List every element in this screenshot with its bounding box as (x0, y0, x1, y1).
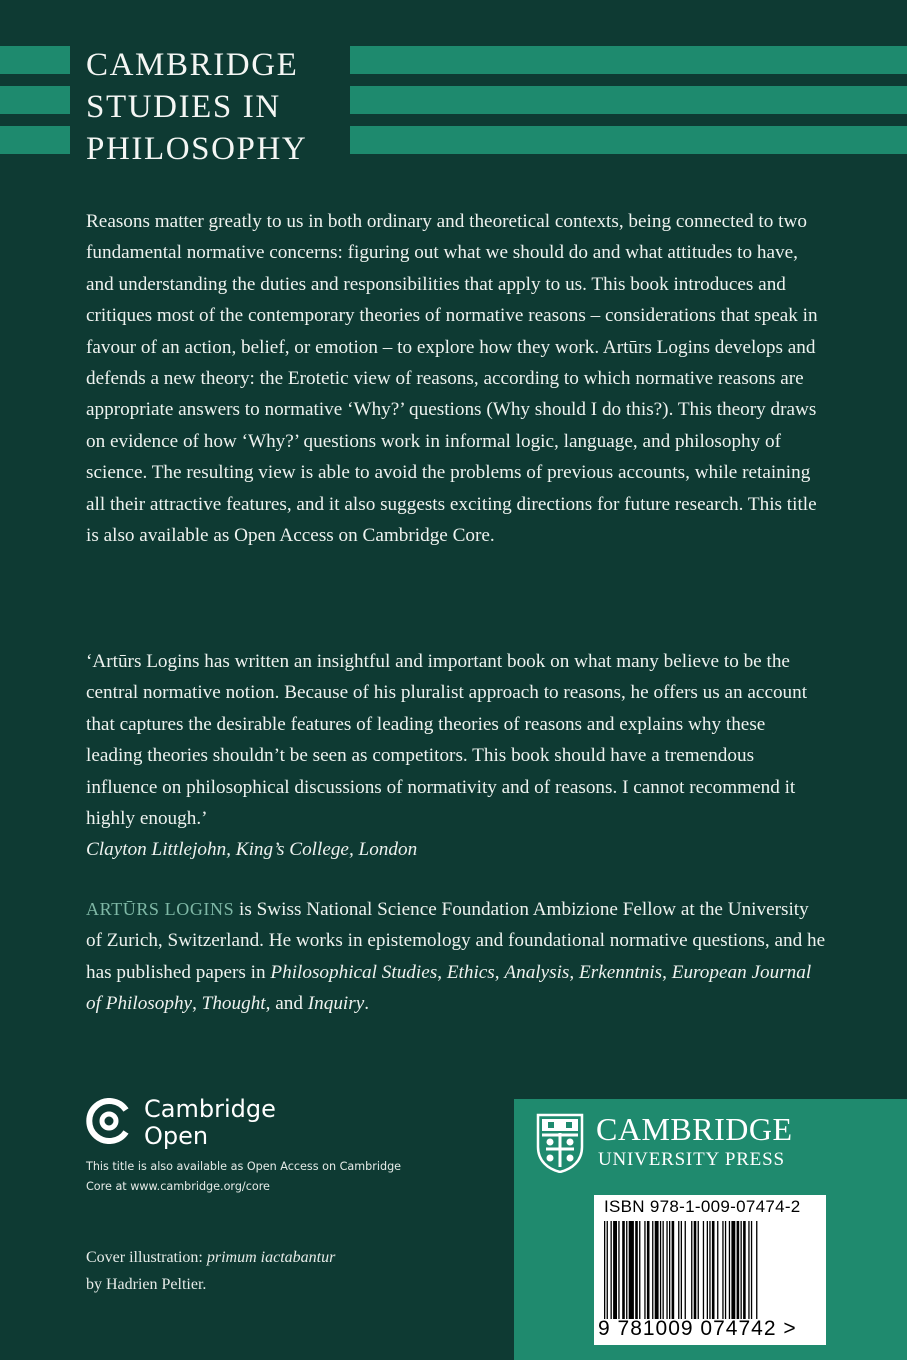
barcode-bars (600, 1221, 818, 1319)
author-bio (86, 894, 826, 1020)
barcode-bar (707, 1221, 708, 1319)
barcode-bar (694, 1221, 697, 1319)
header-stripe-right-top (350, 46, 907, 74)
journal-name: Analysis (504, 961, 570, 983)
bio-separator: , (437, 961, 447, 983)
bio-separator: , and (265, 993, 308, 1015)
bio-separator: , (494, 961, 505, 983)
barcode-bar (611, 1221, 612, 1319)
barcode-bar (717, 1221, 718, 1319)
bio-separator: . (364, 993, 370, 1015)
barcode-bar (722, 1221, 723, 1319)
barcode-bar (698, 1221, 699, 1319)
barcode-bar (622, 1221, 625, 1319)
barcode-bar (644, 1221, 645, 1319)
barcode-bar (731, 1221, 735, 1319)
header-stripe-left-bottom (0, 126, 70, 154)
open-access-note: This title is also available as Open Access on Cambridge Core at www.cambridge.org/core (86, 1160, 402, 1193)
barcode-digits: 9 781009 074742 > (598, 1317, 797, 1340)
isbn-label: ISBN 978-1-009-07474-2 (604, 1197, 801, 1216)
cambridge-open-line: Open (144, 1122, 209, 1150)
cambridge-open-wordmark (144, 1096, 276, 1150)
bio-separator: , (569, 961, 579, 983)
barcode-bar (669, 1221, 670, 1319)
barcode (594, 1195, 826, 1345)
cambridge-open-logo (86, 1096, 386, 1156)
header-stripe-left-middle (0, 86, 70, 114)
journal-name: Philosophical Studies (270, 961, 438, 983)
barcode-bar (663, 1221, 664, 1319)
journal-name: Inquiry (307, 993, 365, 1015)
author-name: ARTŪRS LOGINS (86, 899, 235, 919)
journal-name: Thought (201, 993, 266, 1015)
barcode-bar (743, 1221, 746, 1319)
barcode-bar (678, 1221, 679, 1319)
barcode-bar (712, 1221, 715, 1319)
barcode-bar (660, 1221, 661, 1319)
barcode-bar (729, 1221, 730, 1319)
cambridge-crest-icon (536, 1113, 584, 1173)
publisher-name: CAMBRIDGE (596, 1111, 793, 1147)
barcode-bar (639, 1221, 640, 1319)
barcode-bar (725, 1221, 726, 1319)
barcode-bar (626, 1221, 627, 1319)
series-title-line: CAMBRIDGE (86, 47, 299, 83)
illustration-title: primum iactabantur (206, 1249, 336, 1266)
barcode-bar (672, 1221, 675, 1319)
barcode-bar (629, 1221, 634, 1319)
barcode-bar (681, 1221, 682, 1319)
publisher-panel (514, 1099, 907, 1360)
journal-name: Ethics (446, 961, 495, 983)
barcode-bar (652, 1221, 653, 1319)
header-stripe-right-bottom (350, 126, 907, 154)
barcode-bar (748, 1221, 749, 1319)
barcode-bar (604, 1221, 605, 1319)
publisher-subname: UNIVERSITY PRESS (598, 1149, 785, 1170)
journal-name: Erkenntnis (579, 961, 663, 983)
series-title-line: PHILOSOPHY (86, 131, 308, 167)
illustration-label: Cover illustration: (86, 1249, 207, 1266)
cover-illustration-credit (86, 1244, 446, 1298)
bio-text: is Swiss National Science Foundation Ambizione Fellow at the University of Zurich, Switzerland. He works in epistemology and foundational normative questions, and he has published papers in (86, 899, 826, 983)
illustration-artist: by Hadrien Peltier. (86, 1276, 207, 1293)
series-title-line: STUDIES IN (86, 89, 281, 125)
header-stripe-right-middle (350, 86, 907, 114)
barcode-bar (756, 1221, 757, 1319)
journal-name: European Journal of Philosophy (86, 961, 812, 1015)
cambridge-open-icon (86, 1098, 132, 1144)
series-title (86, 44, 307, 170)
endorsement-quote: ‘Artūrs Logins has written an insightful and important book on what many believe to be the central normative notion. Because of his pluralist approach to reasons, he offers us an account that captures the desirable features of leading theories of reasons and explains why these leading theories shouldn’t be seen as competitors. This book should have a tremendous influence on philosophical discussions of normativity and of reasons. I cannot recommend it highly enough.’ (86, 651, 808, 830)
endorsement-attribution: Clayton Littlejohn, King’s College, London (86, 839, 418, 861)
barcode-bar (613, 1221, 617, 1319)
bio-separator: , (192, 993, 202, 1015)
book-description: Reasons matter greatly to us in both ordinary and theoretical contexts, being connected to two fundamental normative concerns: figuring out what we should do and what attitudes to have, and understanding the duties and responsibilities that apply to us. This book introduces and critiques most of the contemporary theories of normative reasons – considerations that speak in favour of an action, belief, or emotion – to explore how they work. Artūrs Logins develops and defends a new theory: the Erotetic view of reasons, according to which normative reasons are appropriate answers to normative ‘Why?’ questions (Why should I do this?). This theory draws on evidence of how ‘Why?’ questions work in informal logic, language, and philosophy of science. The resulting view is able to avoid the problems of previous accounts, while retaining all their attractive features, and it also suggests exciting directions for future research. This title is also available as Open Access on Cambridge Core. (86, 211, 818, 547)
bio-separator: , (662, 961, 672, 983)
barcode-bar (607, 1221, 608, 1319)
cambridge-open-line: Cambridge (144, 1095, 276, 1123)
barcode-bar (685, 1221, 686, 1319)
barcode-bar (741, 1221, 742, 1319)
barcode-bar (751, 1221, 752, 1319)
barcode-bar (709, 1221, 710, 1319)
endorsement (86, 646, 826, 866)
barcode-bar (635, 1221, 638, 1319)
barcode-bar (647, 1221, 650, 1319)
barcode-bar (655, 1221, 659, 1319)
header-stripe-left-top (0, 46, 70, 74)
barcode-bar (618, 1221, 619, 1319)
barcode-bar (691, 1221, 692, 1319)
barcode-bar (703, 1221, 704, 1319)
barcode-bar (737, 1221, 740, 1319)
barcode-bar (666, 1221, 667, 1319)
